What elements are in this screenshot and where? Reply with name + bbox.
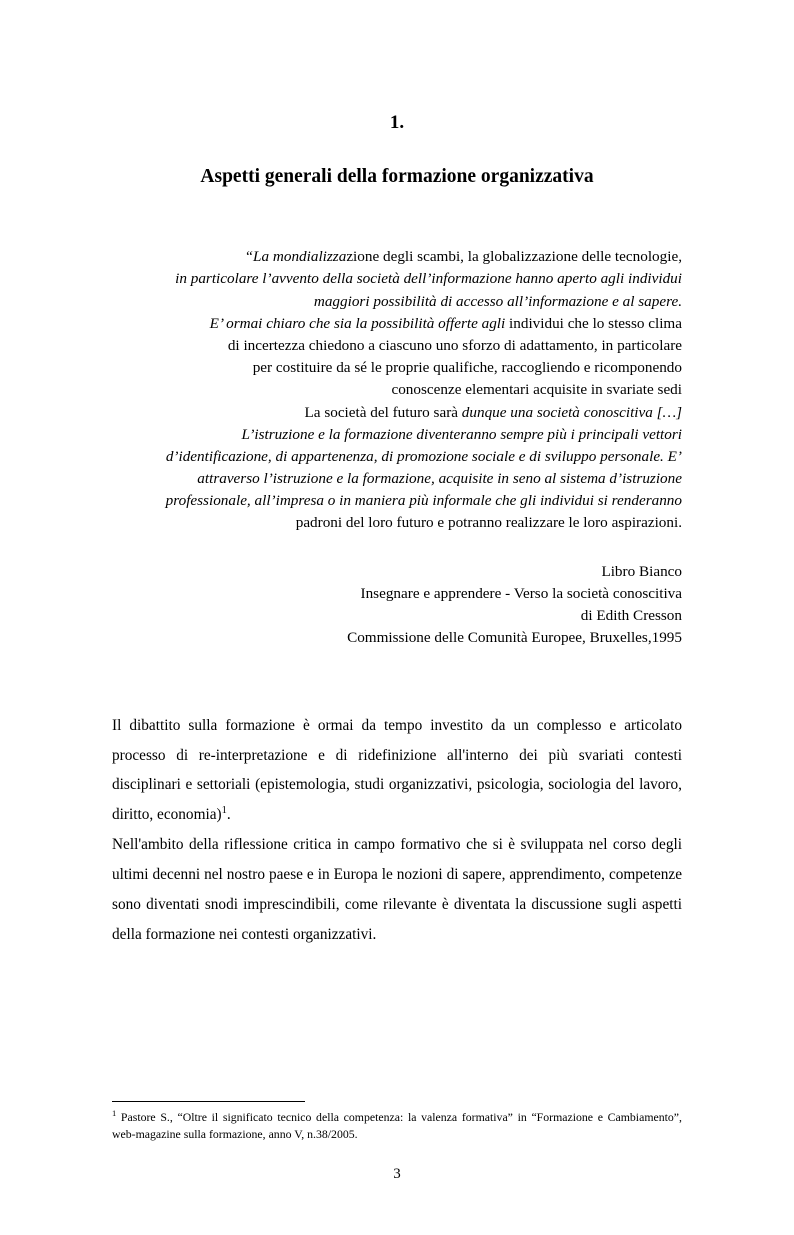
quote-line-8-plain: La società del futuro sarà: [304, 403, 462, 421]
chapter-number: 1.: [389, 112, 405, 133]
quote-line-7: conoscenze elementari acquisite in svariate sedi: [391, 381, 682, 399]
footnote-separator: [112, 1101, 305, 1102]
footnote-marker: 1: [112, 1107, 117, 1118]
quote-line-10: d’identificazione, di appartenenza, di promozione sociale e di sviluppo personale. E’: [165, 447, 682, 465]
body-paragraph-1-tail: .: [226, 806, 231, 824]
body-paragraph-1-text: Il dibattito sulla formazione è ormai da tempo investito da un complesso e articolato processo di re-interpretazione e di ridefinizione all'interno dei più svariati contesti disciplinari e settoriali (epistemologia, studi organizzativi, psicologia, sociologia del lavoro, diritto, economia): [112, 716, 682, 824]
quote-line-8-italic: dunque una società conoscitiva […]: [461, 403, 682, 421]
attribution-publisher: Commissione delle Comunità Europee, Bruxelles,1995: [347, 628, 682, 646]
body-paragraph-1: [112, 711, 682, 830]
quote-attribution: [112, 561, 682, 649]
attribution-author: di Edith Cresson: [580, 606, 682, 624]
quote-line-4-italic: E’ ormai chiaro che sia la possibilità offerte agli: [209, 314, 506, 332]
quote-line-2: in particolare l’avvento della società dell’informazione hanno aperto agli individui: [175, 270, 682, 288]
attribution-title: Insegnare e apprendere - Verso la società conoscitiva: [360, 584, 682, 602]
quote-line-8: [112, 402, 682, 424]
quote-line-9: L’istruzione e la formazione diventeranno sempre più i principali vettori: [241, 425, 682, 443]
quote-line-12: professionale, all’impresa o in maniera più informale che gli individui si renderanno: [165, 492, 682, 510]
quote-line-5: di incertezza chiedono a ciascuno uno sforzo di adattamento, in particolare: [227, 336, 682, 354]
footnote-body: Pastore S., “Oltre il significato tecnico della competenza: la valenza formativa” in “Formazione e Cambiamento”, web-magazine sulla formazione, anno V, n.38/2005.: [112, 1109, 682, 1141]
footnote-reference-1[interactable]: 1: [221, 805, 227, 817]
epigraph-quote: [112, 246, 682, 534]
body-paragraph-2: Nell'ambito della riflessione critica in campo formativo che si è sviluppata nel corso degli ultimi decenni nel nostro paese e in Europa le nozioni di sapere, apprendimento, competenze sono diventati snodi imprescindibili, come rilevante è diventata la discussione sugli aspetti della formazione nei contesti organizzativi.: [112, 836, 682, 943]
quote-line-4: [112, 313, 682, 335]
quote-line-1-italic: “La mondializza: [244, 248, 347, 266]
attribution-source: Libro Bianco: [601, 562, 682, 580]
quote-line-13: padroni del loro futuro e potranno realizzare le loro aspirazioni.: [295, 514, 682, 532]
quote-line-1: [112, 246, 682, 268]
page-number: 3: [393, 1166, 401, 1182]
quote-line-6: per costituire da sé le proprie qualifiche, raccogliendo e ricomponendo: [252, 359, 682, 377]
page-title: Aspetti generali della formazione organizzativa: [200, 165, 594, 187]
quote-line-11: attraverso l’istruzione e la formazione, acquisite in seno al sistema d’istruzione: [197, 470, 682, 488]
quote-line-1-plain: zione degli scambi, la globalizzazione delle tecnologie,: [346, 248, 682, 266]
footnote-1: [112, 1109, 682, 1143]
body-text: [112, 711, 682, 950]
footnote-area: [112, 1101, 682, 1143]
document-page: [0, 112, 794, 1235]
quote-line-3: maggiori possibilità di accesso all’informazione e al sapere.: [313, 292, 682, 310]
quote-line-4-plain: individui che lo stesso clima: [505, 314, 682, 332]
